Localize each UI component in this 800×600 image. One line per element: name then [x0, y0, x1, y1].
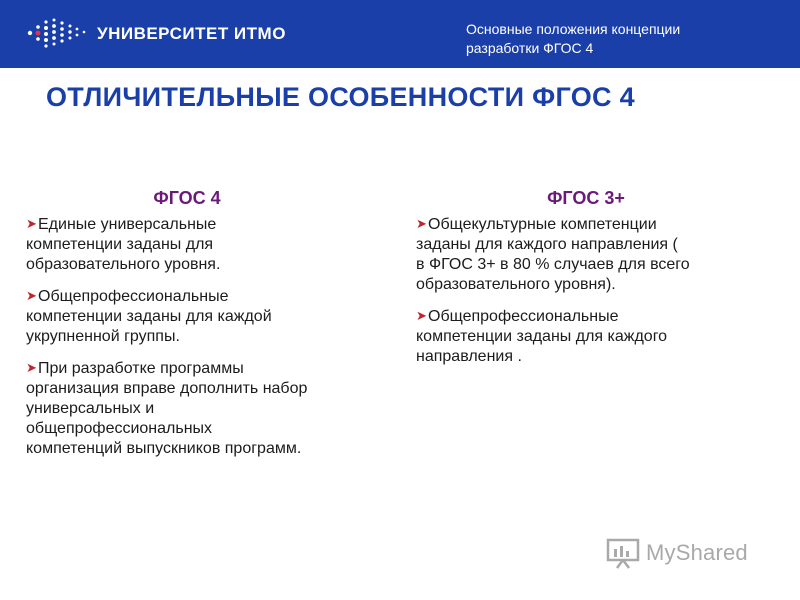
bullet-line: компетенций выпускников программ. [26, 440, 302, 457]
arrow-bullet-icon: ➤ [416, 216, 427, 231]
header-subtitle-line: Основные положения концепции [466, 21, 681, 37]
column-fgos4 [26, 186, 406, 470]
bullet-line: укрупненной группы. [26, 328, 180, 345]
bullet-line: компетенции заданы для каждой [26, 308, 272, 325]
dot-grid-logo-icon [24, 16, 90, 50]
watermark [606, 536, 748, 570]
bullet-line: Общепрофессиональные [428, 308, 619, 325]
bullet-item [416, 306, 786, 367]
chart-presentation-icon [606, 537, 640, 569]
bullet-line: При разработке программы [38, 360, 244, 377]
bullet-line: компетенции заданы для каждого [416, 328, 668, 345]
bullet-line: образовательного уровня). [416, 276, 616, 293]
header-bar [0, 0, 800, 68]
column-heading: ФГОС 3+ [547, 188, 625, 208]
bullet-line: Единые универсальные [38, 216, 217, 233]
column-heading: ФГОС 4 [153, 188, 221, 208]
header-subtitle [466, 20, 786, 58]
bullet-line: организация вправе дополнить набор [26, 380, 308, 397]
bullet-line: общепрофессиональных [26, 420, 213, 437]
arrow-bullet-icon: ➤ [416, 308, 427, 323]
bullet-item [26, 286, 406, 347]
bullet-line: Общекультурные компетенции [428, 216, 657, 233]
bullet-line: образовательного уровня. [26, 256, 221, 273]
bullet-line: универсальных и [26, 400, 155, 417]
brand-name: УНИВЕРСИТЕТ ИТМО [97, 24, 286, 43]
column-fgos3plus [416, 186, 786, 378]
bullet-line: в ФГОС 3+ в 80 % случаев для всего [416, 256, 690, 273]
slide-title: ОТЛИЧИТЕЛЬНЫЕ ОСОБЕННОСТИ ФГОС 4 [46, 82, 635, 112]
header-subtitle-line: разработки ФГОС 4 [466, 40, 594, 56]
bullet-line: направления . [416, 348, 522, 365]
arrow-bullet-icon: ➤ [26, 216, 37, 231]
bullet-item [26, 358, 406, 459]
bullet-line: компетенции заданы для [26, 236, 214, 253]
bullet-item [416, 214, 786, 295]
bullet-line: Общепрофессиональные [38, 288, 229, 305]
bullet-item [26, 214, 406, 275]
bullet-line: заданы для каждого направления ( [416, 236, 678, 253]
arrow-bullet-icon: ➤ [26, 360, 37, 375]
watermark-text: MyShared [646, 540, 748, 565]
arrow-bullet-icon: ➤ [26, 288, 37, 303]
